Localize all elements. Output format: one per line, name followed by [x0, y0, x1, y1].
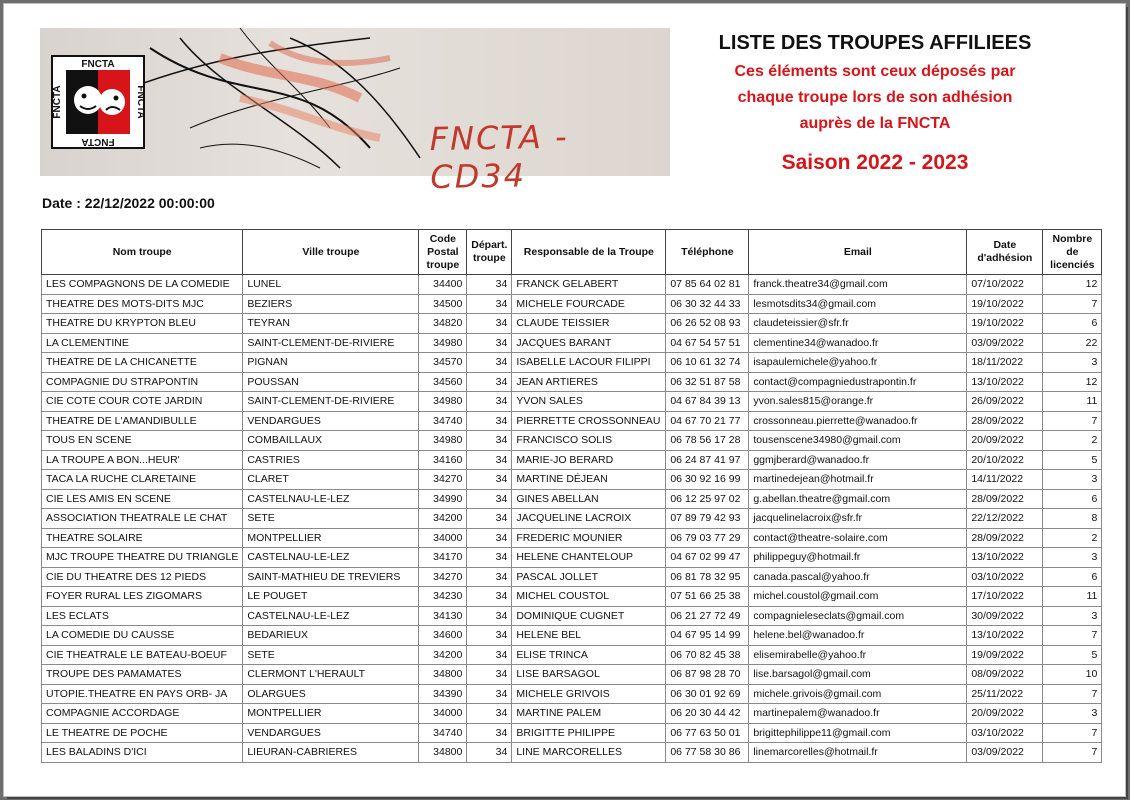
cell-responsable: LISE BARSAGOL — [512, 665, 666, 685]
cell-code-postal: 34400 — [419, 275, 467, 295]
cell-departement: 34 — [467, 294, 512, 314]
cell-nom-troupe: THEATRE DE LA CHICANETTE — [42, 353, 243, 373]
col-header-nombre-licencies: Nombre de licenciés — [1043, 230, 1102, 275]
cell-nombre-licencies: 11 — [1043, 587, 1102, 607]
cell-responsable: MICHELE FOURCADE — [512, 294, 666, 314]
cell-nom-troupe: LA TROUPE A BON...HEUR' — [42, 450, 243, 470]
cell-nombre-licencies: 8 — [1043, 509, 1102, 529]
cell-nom-troupe: CIE COTE COUR COTE JARDIN — [42, 392, 243, 412]
cell-nombre-licencies: 7 — [1043, 743, 1102, 763]
logo-text-bottom: FNCTA — [81, 136, 115, 147]
cell-date-adhesion: 19/10/2022 — [967, 314, 1043, 334]
table-row — [42, 489, 1102, 509]
cell-telephone: 06 77 63 50 01 — [666, 723, 749, 743]
cell-code-postal: 34800 — [419, 743, 467, 763]
cell-date-adhesion: 26/09/2022 — [967, 392, 1043, 412]
cell-date-adhesion: 19/09/2022 — [967, 645, 1043, 665]
cell-ville: SETE — [243, 645, 419, 665]
cell-nombre-licencies: 12 — [1043, 275, 1102, 295]
cell-departement: 34 — [467, 431, 512, 451]
cell-date-adhesion: 03/09/2022 — [967, 333, 1043, 353]
cell-ville: SAINT-CLEMENT-DE-RIVIERE — [243, 333, 419, 353]
table-row — [42, 626, 1102, 646]
cell-code-postal: 34820 — [419, 314, 467, 334]
cell-date-adhesion: 20/09/2022 — [967, 704, 1043, 724]
cell-departement: 34 — [467, 684, 512, 704]
cell-email: lise.barsagol@gmail.com — [749, 665, 967, 685]
cell-email: jacquelinelacroix@sfr.fr — [749, 509, 967, 529]
cell-email: linemarcorelles@hotmail.fr — [749, 743, 967, 763]
cell-responsable: MARIE-JO BERARD — [512, 450, 666, 470]
cell-code-postal: 34560 — [419, 372, 467, 392]
cell-nom-troupe: LES ECLATS — [42, 606, 243, 626]
cell-ville: CASTRIES — [243, 450, 419, 470]
cell-code-postal: 34000 — [419, 704, 467, 724]
table-row — [42, 450, 1102, 470]
cell-date-adhesion: 14/11/2022 — [967, 470, 1043, 490]
cell-departement: 34 — [467, 626, 512, 646]
table-row — [42, 567, 1102, 587]
cell-nom-troupe: LA CLEMENTINE — [42, 333, 243, 353]
cell-code-postal: 34270 — [419, 567, 467, 587]
cell-code-postal: 34800 — [419, 665, 467, 685]
cell-nombre-licencies: 7 — [1043, 626, 1102, 646]
cell-nom-troupe: THEATRE DU KRYPTON BLEU — [42, 314, 243, 334]
cell-date-adhesion: 20/09/2022 — [967, 431, 1043, 451]
cell-date-adhesion: 30/09/2022 — [967, 606, 1043, 626]
cell-date-adhesion: 18/11/2022 — [967, 353, 1043, 373]
cell-telephone: 06 78 56 17 28 — [666, 431, 749, 451]
cell-nombre-licencies: 3 — [1043, 353, 1102, 373]
cell-ville: COMBAILLAUX — [243, 431, 419, 451]
cell-email: lesmotsdits34@gmail.com — [749, 294, 967, 314]
cell-email: contact@compagniedustrapontin.fr — [749, 372, 967, 392]
table-row — [42, 587, 1102, 607]
cell-departement: 34 — [467, 704, 512, 724]
cell-nom-troupe: LES COMPAGNONS DE LA COMEDIE — [42, 275, 243, 295]
cell-nom-troupe: THEATRE SOLAIRE — [42, 528, 243, 548]
subtitle-line-2: chaque troupe lors de son adhésion — [737, 89, 1013, 106]
cell-nombre-licencies: 7 — [1043, 411, 1102, 431]
cell-nombre-licencies: 2 — [1043, 431, 1102, 451]
cell-date-adhesion: 13/10/2022 — [967, 548, 1043, 568]
cell-email: elisemirabelle@yahoo.fr — [749, 645, 967, 665]
cell-telephone: 06 12 25 97 02 — [666, 489, 749, 509]
cell-responsable: MARTINE DÉJEAN — [512, 470, 666, 490]
cell-nombre-licencies: 22 — [1043, 333, 1102, 353]
cell-nombre-licencies: 6 — [1043, 314, 1102, 334]
cell-departement: 34 — [467, 411, 512, 431]
cell-email: crossonneau.pierrette@wanadoo.fr — [749, 411, 967, 431]
cell-telephone: 04 67 95 14 99 — [666, 626, 749, 646]
cell-departement: 34 — [467, 392, 512, 412]
cell-departement: 34 — [467, 509, 512, 529]
cell-date-adhesion: 17/10/2022 — [967, 587, 1043, 607]
cell-email: contact@theatre-solaire.com — [749, 528, 967, 548]
cell-ville: CLARET — [243, 470, 419, 490]
table-row — [42, 431, 1102, 451]
cell-departement: 34 — [467, 645, 512, 665]
cell-nombre-licencies: 3 — [1043, 548, 1102, 568]
cell-nom-troupe: CIE LES AMIS EN SCENE — [42, 489, 243, 509]
table-row — [42, 314, 1102, 334]
cell-code-postal: 34980 — [419, 333, 467, 353]
cell-nombre-licencies: 3 — [1043, 606, 1102, 626]
cell-date-adhesion: 03/10/2022 — [967, 723, 1043, 743]
cell-nom-troupe: THEATRE DE L'AMANDIBULLE — [42, 411, 243, 431]
report-date: Date : 22/12/2022 00:00:00 — [42, 195, 215, 211]
cell-email: claudeteissier@sfr.fr — [749, 314, 967, 334]
cell-code-postal: 34200 — [419, 509, 467, 529]
fncta-logo-icon — [52, 56, 144, 148]
cell-responsable: GINES ABELLAN — [512, 489, 666, 509]
cell-code-postal: 34980 — [419, 431, 467, 451]
table-row — [42, 606, 1102, 626]
table-row — [42, 509, 1102, 529]
cell-email: martinepalem@wanadoo.fr — [749, 704, 967, 724]
col-header-nom-troupe: Nom troupe — [42, 230, 243, 275]
cell-departement: 34 — [467, 606, 512, 626]
cell-telephone: 06 30 32 44 33 — [666, 294, 749, 314]
cell-departement: 34 — [467, 333, 512, 353]
cell-email: canada.pascal@yahoo.fr — [749, 567, 967, 587]
cell-code-postal: 34600 — [419, 626, 467, 646]
cell-nombre-licencies: 2 — [1043, 528, 1102, 548]
cell-responsable: JACQUELINE LACROIX — [512, 509, 666, 529]
cell-nom-troupe: MJC TROUPE THEATRE DU TRIANGLE — [42, 548, 243, 568]
cell-responsable: FRANCK GELABERT — [512, 275, 666, 295]
cell-ville: TEYRAN — [243, 314, 419, 334]
cell-date-adhesion: 19/10/2022 — [967, 294, 1043, 314]
cell-departement: 34 — [467, 528, 512, 548]
cell-email: michel.coustol@gmail.com — [749, 587, 967, 607]
cell-departement: 34 — [467, 372, 512, 392]
col-header-code-postal: Code Postal troupe — [419, 230, 467, 275]
cell-ville: MONTPELLIER — [243, 528, 419, 548]
document-title: LISTE DES TROUPES AFFILIEES — [718, 32, 1032, 54]
cell-responsable: ISABELLE LACOUR FILIPPI — [512, 353, 666, 373]
table-row — [42, 392, 1102, 412]
col-header-responsable: Responsable de la Troupe — [512, 230, 666, 275]
cell-telephone: 06 87 98 28 70 — [666, 665, 749, 685]
table-row — [42, 411, 1102, 431]
subtitle — [690, 59, 1060, 137]
cell-responsable: FRANCISCO SOLIS — [512, 431, 666, 451]
cell-telephone: 06 21 27 72 49 — [666, 606, 749, 626]
table-body — [42, 275, 1102, 763]
cell-departement: 34 — [467, 665, 512, 685]
cell-telephone: 06 81 78 32 95 — [666, 567, 749, 587]
cell-responsable: BRIGITTE PHILIPPE — [512, 723, 666, 743]
table-row — [42, 684, 1102, 704]
cell-responsable: YVON SALES — [512, 392, 666, 412]
cell-email: philippeguy@hotmail.fr — [749, 548, 967, 568]
table-row — [42, 704, 1102, 724]
cell-code-postal: 34130 — [419, 606, 467, 626]
cell-ville: LUNEL — [243, 275, 419, 295]
cell-nombre-licencies: 11 — [1043, 392, 1102, 412]
cell-departement: 34 — [467, 587, 512, 607]
cell-date-adhesion: 03/09/2022 — [967, 743, 1043, 763]
cell-date-adhesion: 28/09/2022 — [967, 528, 1043, 548]
cell-code-postal: 34270 — [419, 470, 467, 490]
cell-email: brigittephilippe11@gmail.com — [749, 723, 967, 743]
cell-telephone: 04 67 54 57 51 — [666, 333, 749, 353]
cell-departement: 34 — [467, 567, 512, 587]
table-row — [42, 548, 1102, 568]
cell-ville: CASTELNAU-LE-LEZ — [243, 606, 419, 626]
table-row — [42, 372, 1102, 392]
cell-nom-troupe: COMPAGNIE ACCORDAGE — [42, 704, 243, 724]
cell-nom-troupe: CIE THEATRALE LE BATEAU-BOEUF — [42, 645, 243, 665]
cell-departement: 34 — [467, 314, 512, 334]
table-row — [42, 294, 1102, 314]
cell-telephone: 06 10 61 32 74 — [666, 353, 749, 373]
cell-telephone: 06 30 92 16 99 — [666, 470, 749, 490]
col-header-ville: Ville troupe — [243, 230, 419, 275]
cell-nombre-licencies: 10 — [1043, 665, 1102, 685]
cell-responsable: MICHELE GRIVOIS — [512, 684, 666, 704]
cell-telephone: 06 32 51 87 58 — [666, 372, 749, 392]
cell-code-postal: 34740 — [419, 411, 467, 431]
troupes-table — [41, 229, 1102, 763]
title-block — [690, 32, 1060, 175]
cell-code-postal: 34570 — [419, 353, 467, 373]
cell-nom-troupe: LES BALADINS D'ICI — [42, 743, 243, 763]
cell-telephone: 06 77 58 30 86 — [666, 743, 749, 763]
cell-departement: 34 — [467, 743, 512, 763]
cell-nombre-licencies: 7 — [1043, 684, 1102, 704]
cell-code-postal: 34390 — [419, 684, 467, 704]
cell-nombre-licencies: 7 — [1043, 723, 1102, 743]
cell-ville: OLARGUES — [243, 684, 419, 704]
cell-responsable: JACQUES BARANT — [512, 333, 666, 353]
table-row — [42, 665, 1102, 685]
cell-responsable: MARTINE PALEM — [512, 704, 666, 724]
cell-code-postal: 34500 — [419, 294, 467, 314]
table-row — [42, 470, 1102, 490]
cell-ville: VENDARGUES — [243, 723, 419, 743]
col-header-date-adhesion: Date d'adhésion — [967, 230, 1043, 275]
logo-text-right: FNCTA — [135, 85, 146, 119]
cell-email: clementine34@wanadoo.fr — [749, 333, 967, 353]
cell-date-adhesion: 28/09/2022 — [967, 411, 1043, 431]
cell-ville: POUSSAN — [243, 372, 419, 392]
cell-telephone: 04 67 02 99 47 — [666, 548, 749, 568]
cell-ville: SETE — [243, 509, 419, 529]
cell-responsable: MICHEL COUSTOL — [512, 587, 666, 607]
cell-email: tousenscene34980@gmail.com — [749, 431, 967, 451]
cell-telephone: 07 51 66 25 38 — [666, 587, 749, 607]
cell-code-postal: 34160 — [419, 450, 467, 470]
cell-ville: BEDARIEUX — [243, 626, 419, 646]
cell-email: martinedejean@hotmail.fr — [749, 470, 967, 490]
cell-responsable: CLAUDE TEISSIER — [512, 314, 666, 334]
cell-responsable: HELENE BEL — [512, 626, 666, 646]
cell-email: compagnieleseclats@gmail.com — [749, 606, 967, 626]
cell-date-adhesion: 22/12/2022 — [967, 509, 1043, 529]
table-row — [42, 353, 1102, 373]
cell-nombre-licencies: 7 — [1043, 294, 1102, 314]
table-row — [42, 275, 1102, 295]
cell-departement: 34 — [467, 353, 512, 373]
cell-nom-troupe: COMPAGNIE DU STRAPONTIN — [42, 372, 243, 392]
table-row — [42, 333, 1102, 353]
logo-text-left: FNCTA — [52, 85, 63, 119]
cell-nom-troupe: CIE DU THEATRE DES 12 PIEDS — [42, 567, 243, 587]
cell-ville: CASTELNAU-LE-LEZ — [243, 489, 419, 509]
header-banner — [40, 28, 670, 197]
cell-email: ggmjberard@wanadoo.fr — [749, 450, 967, 470]
cell-ville: LIEURAN-CABRIERES — [243, 743, 419, 763]
cell-ville: VENDARGUES — [243, 411, 419, 431]
cell-date-adhesion: 03/10/2022 — [967, 567, 1043, 587]
col-header-email: Email — [749, 230, 967, 275]
cell-responsable: FREDERIC MOUNIER — [512, 528, 666, 548]
cell-nombre-licencies: 5 — [1043, 450, 1102, 470]
cell-nom-troupe: LA COMEDIE DU CAUSSE — [42, 626, 243, 646]
table-row — [42, 743, 1102, 763]
cell-telephone: 04 67 84 39 13 — [666, 392, 749, 412]
subtitle-line-1: Ces éléments sont ceux déposés par — [734, 63, 1016, 80]
cell-telephone: 06 79 03 77 29 — [666, 528, 749, 548]
cell-date-adhesion: 08/09/2022 — [967, 665, 1043, 685]
cell-ville: MONTPELLIER — [243, 704, 419, 724]
cell-nombre-licencies: 6 — [1043, 567, 1102, 587]
cell-responsable: PIERRETTE CROSSONNEAU — [512, 411, 666, 431]
season-label: Saison 2022 - 2023 — [781, 151, 969, 174]
cell-nombre-licencies: 3 — [1043, 704, 1102, 724]
cell-departement: 34 — [467, 275, 512, 295]
cell-date-adhesion: 07/10/2022 — [967, 275, 1043, 295]
cell-responsable: PASCAL JOLLET — [512, 567, 666, 587]
cell-date-adhesion: 13/10/2022 — [967, 626, 1043, 646]
cell-nom-troupe: THEATRE DES MOTS-DITS MJC — [42, 294, 243, 314]
cell-email: g.abellan.theatre@gmail.com — [749, 489, 967, 509]
cell-code-postal: 34000 — [419, 528, 467, 548]
cell-nombre-licencies: 12 — [1043, 372, 1102, 392]
cell-code-postal: 34170 — [419, 548, 467, 568]
subtitle-line-3: auprès de la FNCTA — [799, 115, 951, 132]
cell-departement: 34 — [467, 470, 512, 490]
cell-responsable: HELENE CHANTELOUP — [512, 548, 666, 568]
cell-nom-troupe: TACA LA RUCHE CLARETAINE — [42, 470, 243, 490]
cell-nom-troupe: TOUS EN SCENE — [42, 431, 243, 451]
cell-nom-troupe: ASSOCIATION THEATRALE LE CHAT — [42, 509, 243, 529]
cell-code-postal: 34990 — [419, 489, 467, 509]
cell-departement: 34 — [467, 548, 512, 568]
cell-code-postal: 34740 — [419, 723, 467, 743]
cell-code-postal: 34230 — [419, 587, 467, 607]
table-row — [42, 528, 1102, 548]
cell-code-postal: 34980 — [419, 392, 467, 412]
cell-nombre-licencies: 5 — [1043, 645, 1102, 665]
table-row — [42, 645, 1102, 665]
cell-nom-troupe: LE THEATRE DE POCHE — [42, 723, 243, 743]
cell-date-adhesion: 28/09/2022 — [967, 489, 1043, 509]
cell-ville: BEZIERS — [243, 294, 419, 314]
cell-ville: CASTELNAU-LE-LEZ — [243, 548, 419, 568]
cell-date-adhesion: 20/10/2022 — [967, 450, 1043, 470]
logo-text-top: FNCTA — [81, 59, 115, 70]
cell-email: michele.grivois@gmail.com — [749, 684, 967, 704]
cell-email: yvon.sales815@orange.fr — [749, 392, 967, 412]
cell-date-adhesion: 25/11/2022 — [967, 684, 1043, 704]
cell-nombre-licencies: 3 — [1043, 470, 1102, 490]
table-row — [42, 723, 1102, 743]
cell-ville: SAINT-CLEMENT-DE-RIVIERE — [243, 392, 419, 412]
cell-departement: 34 — [467, 723, 512, 743]
cell-responsable: LINE MARCORELLES — [512, 743, 666, 763]
col-header-departement: Départ. troupe — [467, 230, 512, 275]
cell-ville: LE POUGET — [243, 587, 419, 607]
cell-telephone: 04 67 70 21 77 — [666, 411, 749, 431]
cell-telephone: 07 85 64 02 81 — [666, 275, 749, 295]
cell-telephone: 06 24 87 41 97 — [666, 450, 749, 470]
cell-ville: CLERMONT L'HERAULT — [243, 665, 419, 685]
cell-email: isapaulemichele@yahoo.fr — [749, 353, 967, 373]
cell-ville: PIGNAN — [243, 353, 419, 373]
cell-departement: 34 — [467, 489, 512, 509]
cell-date-adhesion: 13/10/2022 — [967, 372, 1043, 392]
banner-title: FNCTA - CD34 — [429, 117, 569, 197]
col-header-telephone: Téléphone — [666, 230, 749, 275]
cell-responsable: JEAN ARTIERES — [512, 372, 666, 392]
cell-telephone: 06 30 01 92 69 — [666, 684, 749, 704]
cell-responsable: DOMINIQUE CUGNET — [512, 606, 666, 626]
table-header-row — [42, 230, 1102, 275]
cell-telephone: 06 26 52 08 93 — [666, 314, 749, 334]
cell-nom-troupe: TROUPE DES PAMAMATES — [42, 665, 243, 685]
cell-nom-troupe: FOYER RURAL LES ZIGOMARS — [42, 587, 243, 607]
cell-telephone: 07 89 79 42 93 — [666, 509, 749, 529]
cell-departement: 34 — [467, 450, 512, 470]
cell-email: helene.bel@wanadoo.fr — [749, 626, 967, 646]
cell-responsable: ELISE TRINCA — [512, 645, 666, 665]
cell-nom-troupe: UTOPIE.THEATRE EN PAYS ORB- JA — [42, 684, 243, 704]
cell-ville: SAINT-MATHIEU DE TREVIERS — [243, 567, 419, 587]
cell-telephone: 06 20 30 44 42 — [666, 704, 749, 724]
cell-email: franck.theatre34@gmail.com — [749, 275, 967, 295]
cell-nombre-licencies: 6 — [1043, 489, 1102, 509]
cell-code-postal: 34200 — [419, 645, 467, 665]
cell-telephone: 06 70 82 45 38 — [666, 645, 749, 665]
